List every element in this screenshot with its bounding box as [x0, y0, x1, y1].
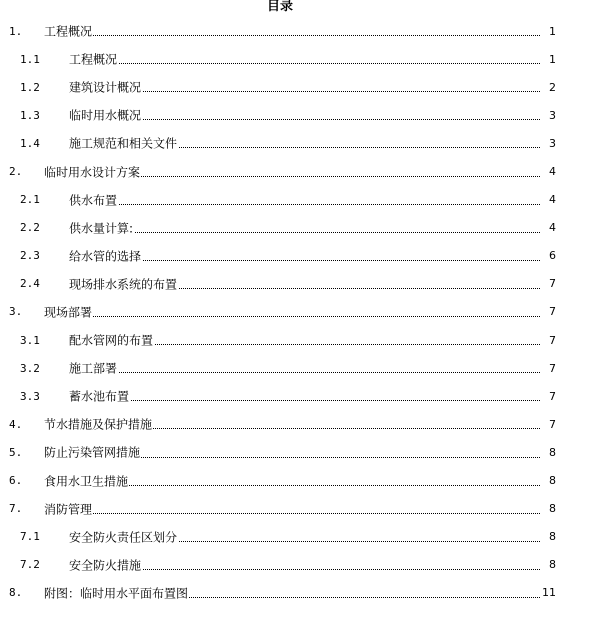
toc-entry-label: 临时用水设计方案 [44, 165, 141, 180]
toc-entry-page: 7 [549, 277, 556, 291]
toc-entry[interactable] [0, 579, 560, 607]
toc-entry-label: 施工部署 [69, 361, 118, 376]
toc-entry-label: 建筑设计概况 [69, 80, 142, 95]
toc-entry[interactable] [0, 467, 560, 495]
dot-leader [69, 400, 540, 401]
toc-entry-number: 1.2 [20, 80, 40, 94]
toc-entry-label: 附图：临时用水平面布置图 [44, 586, 189, 601]
dot-leader [44, 35, 540, 36]
toc-entry-label: 供水量计算: [69, 221, 134, 236]
toc-entry-page: 7 [549, 361, 556, 375]
toc-entry-number: 6. [9, 474, 23, 488]
toc-entry[interactable] [0, 17, 560, 45]
toc-entry-number: 3.2 [20, 361, 40, 375]
toc-entry-page: 7 [549, 333, 556, 347]
toc-entry-page: 4 [549, 193, 556, 207]
toc-entry-page: 1 [549, 52, 556, 66]
toc-entry[interactable] [0, 551, 560, 579]
toc-entry-number: 2.4 [20, 277, 40, 291]
toc-entry[interactable] [0, 326, 560, 354]
toc-entry-number: 8. [9, 586, 23, 600]
toc-entry-page: 8 [549, 530, 556, 544]
toc-entry-page: 8 [549, 558, 556, 572]
dot-leader [69, 63, 540, 64]
toc-entry[interactable] [0, 242, 560, 270]
toc-entry-page: 4 [549, 165, 556, 179]
toc-entry[interactable] [0, 523, 560, 551]
toc-entry-number: 3.1 [20, 333, 40, 347]
toc-entry-label: 消防管理 [44, 502, 93, 517]
toc-entry-label: 节水措施及保护措施 [44, 417, 153, 432]
dot-leader [69, 204, 540, 205]
toc-entry-number: 5. [9, 445, 23, 459]
toc-entry[interactable] [0, 45, 560, 73]
toc-entry-page: 1 [549, 24, 556, 38]
toc-entry-number: 2.3 [20, 249, 40, 263]
toc-entry-page: 3 [549, 136, 556, 150]
toc-entry-number: 7.2 [20, 558, 40, 572]
toc-entry-page: 4 [549, 221, 556, 235]
toc-entry-number: 2.2 [20, 221, 40, 235]
dot-leader [69, 372, 540, 373]
toc-entry-page: 7 [549, 389, 556, 403]
toc-entry-page: 8 [549, 445, 556, 459]
toc-entry-page: 6 [549, 249, 556, 263]
toc-entry-number: 1.4 [20, 136, 40, 150]
toc-entry-label: 现场部署 [44, 305, 93, 320]
toc-entry-number: 3. [9, 305, 23, 319]
toc-entry[interactable] [0, 129, 560, 157]
table-of-contents [0, 17, 560, 607]
toc-entry-page: 8 [549, 474, 556, 488]
dot-leader [44, 513, 540, 514]
toc-entry-label: 施工规范和相关文件 [69, 136, 178, 151]
toc-entry-label: 食用水卫生措施 [44, 474, 129, 489]
toc-entry[interactable] [0, 354, 560, 382]
toc-title: 目录 [266, 0, 293, 14]
toc-entry-number: 7. [9, 502, 23, 516]
toc-entry[interactable] [0, 101, 560, 129]
toc-entry-number: 3.3 [20, 389, 40, 403]
toc-entry[interactable] [0, 410, 560, 438]
toc-entry-number: 2. [9, 165, 23, 179]
toc-entry-page: 7 [549, 305, 556, 319]
toc-entry-label: 安全防火责任区划分 [69, 530, 178, 545]
toc-entry-number: 1.1 [20, 52, 40, 66]
toc-entry-label: 防止污染管网措施 [44, 445, 141, 460]
toc-entry-number: 2.1 [20, 193, 40, 207]
toc-entry[interactable] [0, 298, 560, 326]
toc-entry-page: 3 [549, 108, 556, 122]
toc-entry[interactable] [0, 186, 560, 214]
toc-entry[interactable] [0, 495, 560, 523]
toc-entry-label: 工程概况 [44, 24, 93, 39]
toc-entry-number: 1.3 [20, 108, 40, 122]
toc-entry-number: 7.1 [20, 530, 40, 544]
toc-entry[interactable] [0, 214, 560, 242]
toc-entry-label: 工程概况 [69, 52, 118, 67]
toc-entry-number: 1. [9, 24, 23, 38]
toc-entry[interactable] [0, 73, 560, 101]
toc-entry[interactable] [0, 438, 560, 466]
toc-entry-page: 11 [542, 586, 556, 600]
toc-entry-label: 临时用水概况 [69, 108, 142, 123]
toc-entry-page: 2 [549, 80, 556, 94]
dot-leader [69, 232, 540, 233]
toc-entry-label: 配水管网的布置 [69, 333, 154, 348]
toc-entry-label: 现场排水系统的布置 [69, 277, 178, 292]
toc-entry-number: 4. [9, 417, 23, 431]
toc-entry-page: 7 [549, 417, 556, 431]
toc-entry-label: 安全防火措施 [69, 558, 142, 573]
toc-entry[interactable] [0, 270, 560, 298]
dot-leader [44, 316, 540, 317]
toc-entry-label: 给水管的选择 [69, 249, 142, 264]
toc-entry-page: 8 [549, 502, 556, 516]
toc-entry-label: 蓄水池布置 [69, 389, 130, 404]
toc-entry-label: 供水布置 [69, 193, 118, 208]
toc-entry[interactable] [0, 382, 560, 410]
toc-entry[interactable] [0, 157, 560, 185]
